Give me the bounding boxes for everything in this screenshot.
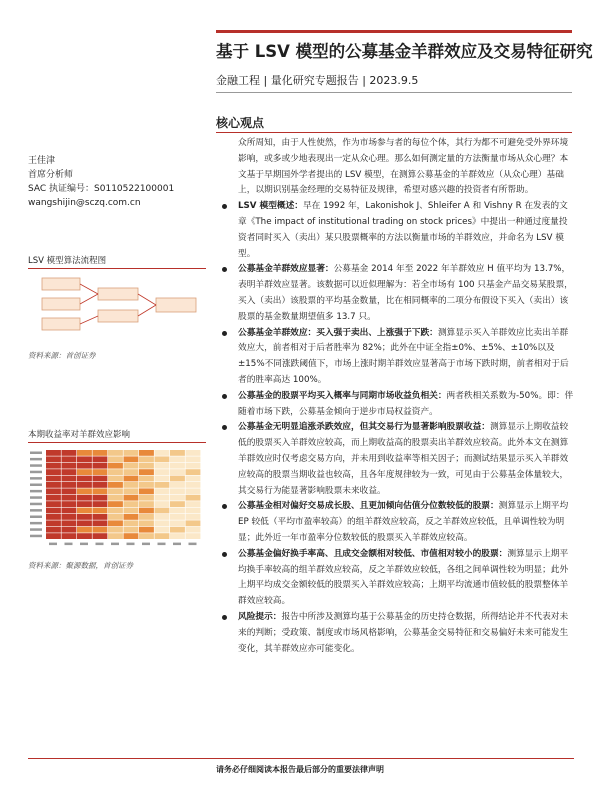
heatmap-row-label	[30, 516, 42, 519]
key-point-3	[216, 326, 574, 389]
analyst-email: wangshijin@sczq.com.cn	[28, 198, 141, 208]
heatmap-cell	[108, 482, 123, 488]
analyst-role: 首席分析师	[28, 170, 74, 180]
figure2-source: 资料来源：聚源数据，首创证券	[28, 561, 133, 570]
heatmap-row-label	[30, 458, 42, 461]
heatmap-cell	[46, 508, 61, 514]
heatmap-cell	[62, 527, 77, 533]
heatmap-cell	[46, 488, 61, 494]
heatmap-cell	[139, 501, 154, 507]
heatmap-cell	[93, 520, 108, 526]
heatmap-cell	[93, 463, 108, 469]
key-point-heading: 公募基金无明显追涨杀跌效应，但其交易行为显著影响股票收益：	[238, 422, 490, 433]
heatmap-cell	[108, 501, 123, 507]
heatmap-cell	[186, 495, 201, 501]
heatmap-cell	[108, 463, 123, 469]
heatmap-cell	[186, 514, 201, 520]
heatmap-row-label	[30, 509, 42, 512]
heatmap-cell	[124, 488, 139, 494]
heatmap-cell	[170, 463, 185, 469]
flow-box-1	[42, 278, 80, 290]
heatmap-cell	[77, 450, 92, 456]
heatmap-cell	[139, 463, 154, 469]
heatmap-cell	[77, 476, 92, 482]
heatmap-cell	[46, 514, 61, 520]
heatmap-cell	[108, 508, 123, 514]
heatmap-cell	[170, 508, 185, 514]
heatmap-cell	[77, 495, 92, 501]
heatmap-cell	[93, 527, 108, 533]
heatmap-cell	[77, 514, 92, 520]
heatmap-cell	[139, 495, 154, 501]
heatmap-row-label	[30, 528, 42, 531]
heatmap-cell	[124, 463, 139, 469]
heatmap-cell	[77, 488, 92, 494]
heatmap-cell	[170, 533, 185, 539]
bullet-dot	[222, 425, 227, 430]
bullet-dot	[222, 552, 227, 557]
heatmap-cell	[139, 527, 154, 533]
heatmap-cell	[124, 501, 139, 507]
heatmap-cell	[186, 482, 201, 488]
heatmap-row-label	[30, 496, 42, 499]
bullet-dot	[222, 615, 227, 620]
heatmap-cell	[170, 482, 185, 488]
heatmap-cell	[155, 450, 170, 456]
key-point-4	[216, 389, 574, 421]
heatmap-cell	[93, 482, 108, 488]
heatmap-cell	[139, 520, 154, 526]
heatmap-cell	[77, 508, 92, 514]
heatmap-cell	[46, 520, 61, 526]
heatmap-cell	[186, 463, 201, 469]
heatmap-cell	[46, 450, 61, 456]
figure2-title: 本期收益率对羊群效应影响	[28, 430, 131, 440]
heatmap-cell	[46, 456, 61, 462]
heatmap-cell	[155, 488, 170, 494]
key-point-2	[216, 262, 574, 325]
heatmap-cell	[62, 476, 77, 482]
subtitle-rule	[216, 92, 572, 93]
heatmap-cell	[124, 476, 139, 482]
heatmap-cell	[139, 488, 154, 494]
flow-box-3	[42, 318, 80, 330]
heatmap-cell	[139, 514, 154, 520]
heatmap-cell	[108, 476, 123, 482]
heatmap-cell	[155, 495, 170, 501]
section-heading: 核心观点	[216, 116, 265, 130]
heatmap-cell	[139, 456, 154, 462]
heatmap-cell	[139, 533, 154, 539]
intro-paragraph: 众所周知，由于人性使然，作为市场参与者的每位个体，其行为都不可避免受外界环境影响，或多或少地表现出一定从众心理。那么如何测定量的方法衡量市场从众心理？本文基于早期国外学者提出的 LSV 模型，在测算公募基金的羊群效应（从众心理）基础上，以期识别基金经理的交易特征及规律，希望对感兴趣的投资者有所帮助。	[238, 138, 569, 196]
heatmap-cell	[170, 514, 185, 520]
heatmap-cell	[93, 514, 108, 520]
heatmap-cell	[139, 476, 154, 482]
heatmap-cell	[155, 501, 170, 507]
bullet-dot	[222, 504, 227, 509]
heatmap-cell	[93, 533, 108, 539]
heatmap-cell	[124, 520, 139, 526]
heatmap-cell	[186, 520, 201, 526]
heatmap-cell	[139, 508, 154, 514]
flow-arrow-5	[138, 305, 156, 316]
heatmap-col-label	[49, 543, 57, 546]
heatmap-cell	[186, 527, 201, 533]
heatmap-cell	[170, 495, 185, 501]
flow-arrow-4	[138, 294, 156, 305]
key-point-8	[216, 610, 574, 657]
heatmap-cell	[108, 495, 123, 501]
heatmap-cell	[46, 495, 61, 501]
heatmap-col-label	[173, 543, 181, 546]
heatmap-cell	[139, 482, 154, 488]
heatmap-cell	[186, 469, 201, 475]
heatmap-cell	[77, 501, 92, 507]
analyst-block	[28, 148, 208, 210]
heatmap-cell	[124, 482, 139, 488]
heatmap-cell	[46, 527, 61, 533]
heatmap-cell	[170, 501, 185, 507]
heatmap-cell	[108, 488, 123, 494]
heatmap-cell	[108, 514, 123, 520]
section-rule	[216, 132, 572, 133]
key-point-text: 测算显示上期收益较低的股票买入羊群效应较高，而上期收益高的股票卖出羊群效应较高。此外本文在测算羊群效应时仅考虑交易方向，并未用到收益率等相关因子；而测试结果显示买入羊群效应较高的股票当期收益也较高，且各年度规律较为一致，可见由于公募基金体量较大，其交易行为能显著影响股票未来收益。	[238, 422, 569, 496]
heatmap-cell	[155, 463, 170, 469]
heatmap-cell	[124, 469, 139, 475]
heatmap-col-label	[189, 543, 197, 546]
heatmap-row-label	[30, 490, 42, 493]
heatmap-cell	[46, 476, 61, 482]
heatmap-cell	[155, 456, 170, 462]
heatmap-cell	[124, 495, 139, 501]
heatmap-cell	[124, 508, 139, 514]
key-point-6	[216, 499, 574, 546]
heatmap-cell	[62, 495, 77, 501]
heatmap-cell	[62, 463, 77, 469]
heatmap-cell	[62, 533, 77, 539]
heatmap-cell	[93, 488, 108, 494]
heatmap-cell	[155, 508, 170, 514]
heatmap-cell	[139, 450, 154, 456]
heatmap-cell	[93, 469, 108, 475]
heatmap-cell	[108, 469, 123, 475]
heatmap-cell	[139, 469, 154, 475]
returns-heatmap	[28, 446, 206, 550]
key-point-heading: 公募基金羊群效应：买入强于卖出、上涨强于下跌：	[238, 327, 438, 338]
bullet-dot	[222, 394, 227, 399]
heatmap-cell	[155, 476, 170, 482]
heatmap-cell	[186, 501, 201, 507]
key-point-text: 测算显示上期平均 EP 较低（平均市盈率较高）的组羊群效应较高，反之羊群效应较低，且单调性较为明显；此外近一年市盈率分位数较低的股票买入羊群效应较高。	[238, 501, 569, 543]
heatmap-cell	[62, 469, 77, 475]
key-point-text: 早在 1992 年，Lakonishok J、Shleifer A 和 Vishny R 在发表的文章《The impact of institutional trading on stock prices》中提出一种通过度量投资者同时买入（卖出）某只股票概率的方法以衡量市场的羊群效应，并命名为 LSV 模型。	[238, 201, 568, 259]
heatmap-cell	[62, 501, 77, 507]
key-point-heading: 公募基金羊群效应显著：	[238, 264, 334, 275]
key-point-heading: 公募基金相对偏好交易成长股、且更加倾向估值分位数较低的股票：	[238, 501, 499, 512]
heatmap-cell	[155, 514, 170, 520]
heatmap-cell	[93, 456, 108, 462]
heatmap-cell	[170, 488, 185, 494]
flow-arrow-1	[80, 284, 98, 294]
flow-arrow-3	[80, 316, 98, 324]
heatmap-row-label	[30, 535, 42, 538]
heatmap-col-label	[158, 543, 166, 546]
heatmap-cell	[46, 469, 61, 475]
heatmap-cell	[77, 469, 92, 475]
heatmap-cell	[46, 501, 61, 507]
heatmap-cell	[170, 469, 185, 475]
heatmap-cell	[186, 533, 201, 539]
heatmap-cell	[155, 527, 170, 533]
heatmap-col-label	[142, 543, 150, 546]
heatmap-cell	[93, 508, 108, 514]
heatmap-row-label	[30, 477, 42, 480]
heatmap-cell	[170, 456, 185, 462]
report-subtitle: 金融工程 | 量化研究专题报告 | 2023.9.5	[216, 74, 419, 87]
key-point-text: 测算显示买入羊群效应比卖出羊群效应大，前者相对于后者胜率为 82%；此外在中证全指±0%、±5%、±10%以及±15%不同涨跌阈值下，市场上涨时期羊群效应显著高于市场下跌时期，前者相对于后者的胜率高达 100%。	[238, 327, 569, 385]
heatmap-cell	[155, 520, 170, 526]
heatmap-cell	[62, 450, 77, 456]
key-point-heading: 公募基金偏好换手率高、且成交金额相对较低、市值相对较小的股票：	[238, 548, 508, 559]
heatmap-cell	[124, 527, 139, 533]
key-point-1	[216, 199, 574, 262]
heatmap-cell	[186, 476, 201, 482]
figure1-rule	[28, 268, 206, 269]
heatmap-cell	[124, 450, 139, 456]
heatmap-cell	[93, 495, 108, 501]
heatmap-cell	[108, 520, 123, 526]
heatmap-row-label	[30, 484, 42, 487]
heatmap-col-label	[96, 543, 104, 546]
heatmap-row-label	[30, 471, 42, 474]
flow-box-2	[42, 298, 80, 310]
heatmap-cell	[186, 456, 201, 462]
heatmap-cell	[124, 533, 139, 539]
flow-arrow-2	[80, 294, 98, 304]
key-point-text: 报告中所涉及测算均基于公募基金的历史持仓数据，所得结论并不代表对未来的判断；受政策、制度或市场风格影响，公募基金交易特征和交易偏好未来可能发生变化，其羊群效应亦可能变化。	[238, 611, 569, 654]
heatmap-row-label	[30, 503, 42, 506]
heatmap-cell	[93, 450, 108, 456]
heatmap-cell	[77, 533, 92, 539]
heatmap-cell	[124, 514, 139, 520]
heatmap-col-label	[127, 543, 135, 546]
key-point-text: 测算显示上期平均换手率较高的组羊群效应较高，反之羊群效应较低，各组之间单调性较为明显；此外上期平均成交金额较低的股票买入羊群效应较高；上期平均流通市值较低的股票整体羊群效应较高。	[238, 548, 569, 607]
heatmap-cell	[186, 450, 201, 456]
heatmap-col-label	[65, 543, 73, 546]
analyst-name: 王佳津	[28, 156, 56, 166]
footer-rule	[28, 758, 574, 759]
heatmap-cell	[77, 527, 92, 533]
heatmap-cell	[93, 501, 108, 507]
figure1-title: LSV 模型算法流程图	[28, 256, 107, 266]
heatmap-cell	[62, 482, 77, 488]
heatmap-cell	[155, 469, 170, 475]
figure2-rule	[28, 442, 206, 443]
heatmap-row-label	[30, 464, 42, 467]
heatmap-cell	[124, 456, 139, 462]
heatmap-col-label	[80, 543, 88, 546]
key-point-5	[216, 420, 574, 499]
heatmap-cell	[170, 476, 185, 482]
figure1-source: 资料来源：首创证券	[28, 351, 96, 360]
heatmap-cell	[155, 533, 170, 539]
heatmap-cell	[108, 456, 123, 462]
heatmap-col-label	[111, 543, 119, 546]
heatmap-cell	[77, 482, 92, 488]
heatmap-cell	[46, 482, 61, 488]
legal-footer: 请务必仔细阅读本报告最后部分的重要法律声明	[216, 765, 384, 774]
bullet-dot	[222, 204, 227, 209]
heatmap-cell	[77, 456, 92, 462]
report-title: 基于 LSV 模型的公募基金羊群效应及交易特征研究	[216, 42, 593, 61]
heatmap-cell	[77, 520, 92, 526]
flow-box-5	[98, 310, 138, 322]
heatmap-row-label	[30, 452, 42, 455]
heatmap-cell	[62, 520, 77, 526]
analyst-sac: SAC 执证编号：S0110522100001	[28, 184, 175, 194]
heatmap-row-label	[30, 522, 42, 525]
heatmap-cell	[186, 508, 201, 514]
flow-box-6	[156, 298, 196, 312]
key-point-heading: LSV 模型概述：	[238, 201, 303, 212]
heatmap-cell	[46, 463, 61, 469]
heatmap-cell	[108, 450, 123, 456]
key-point-text: 两者秩相关系数为-50%。即：伴随着市场下跌，公募基金倾向于逆步市局权益资产。	[238, 390, 574, 417]
heatmap-cell	[46, 533, 61, 539]
heatmap-cell	[170, 527, 185, 533]
heatmap-cell	[170, 520, 185, 526]
core-points	[216, 136, 574, 657]
lsv-flowchart	[28, 272, 206, 344]
flow-box-4	[98, 288, 138, 300]
heatmap-cell	[62, 508, 77, 514]
heatmap-cell	[62, 514, 77, 520]
heatmap-cell	[170, 450, 185, 456]
heatmap-cell	[186, 488, 201, 494]
heatmap-cell	[108, 533, 123, 539]
title-rule	[216, 30, 572, 33]
key-point-7	[216, 547, 574, 610]
key-point-heading: 风险提示：	[238, 611, 282, 622]
heatmap-cell	[62, 488, 77, 494]
heatmap-cell	[62, 456, 77, 462]
heatmap-cell	[77, 463, 92, 469]
key-point-text: 公募基金 2014 年至 2022 年羊群效应 H 值平均为 13.7%，表明羊群效应显著。该数据可以近似理解为：若全市场有 100 只基金产品交易某股票，买入（卖出）该股票的平均基金数量，比在相同概率的二项分布假设下买入（卖出）该股票的基金数量期望值多 13.7 只。	[238, 264, 573, 322]
heatmap-cell	[93, 476, 108, 482]
heatmap-cell	[108, 527, 123, 533]
bullet-dot	[222, 331, 227, 336]
heatmap-cell	[155, 482, 170, 488]
key-point-heading: 公募基金的股票平均买入概率与同期市场收益负相关：	[238, 390, 447, 401]
bullet-dot	[222, 267, 227, 272]
